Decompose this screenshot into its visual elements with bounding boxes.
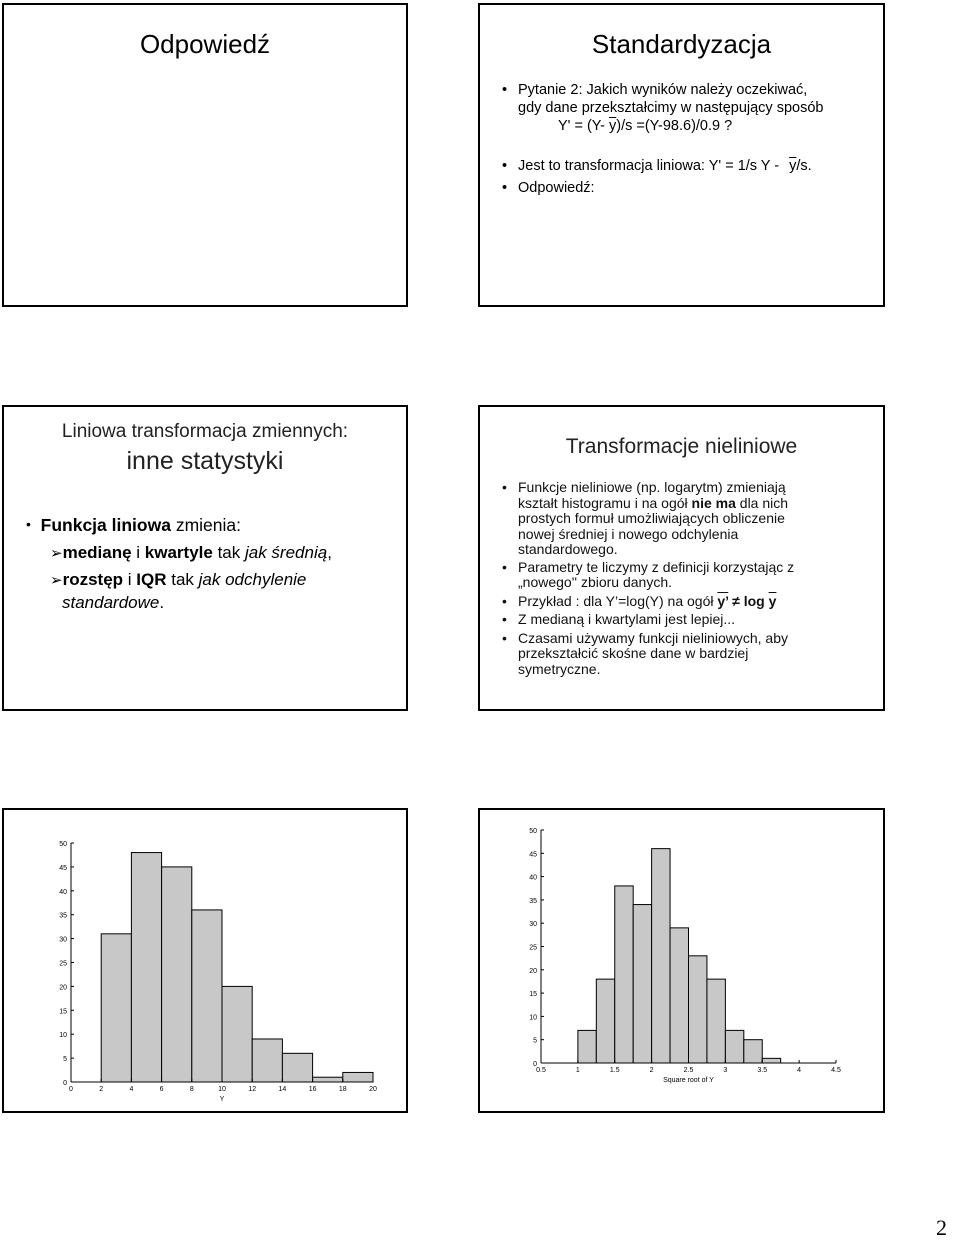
histogram-bar	[222, 986, 252, 1082]
histogram-bar	[282, 1053, 312, 1082]
slide-title: Transformacje nieliniowe	[565, 435, 798, 458]
x-tick-label: 4	[797, 1067, 802, 1074]
x-tick-label: 10	[218, 1086, 226, 1093]
list-item: • Z medianą i kwartylami jest lepiej...	[502, 612, 880, 628]
histogram-bar	[192, 910, 222, 1082]
y-tick-label: 15	[529, 991, 537, 999]
histogram-bar	[313, 1077, 343, 1082]
y-tick-label: 25	[59, 960, 67, 968]
slide-standardyzacja	[478, 3, 885, 307]
list-item: • Odpowiedź:	[502, 179, 877, 197]
sub-bullet-1: ➢medianę i kwartyle tak jak średnią,	[50, 543, 332, 562]
arrow-icon: ➢	[50, 545, 63, 562]
x-tick-label: 12	[248, 1086, 257, 1093]
y-tick-label: 35	[529, 897, 537, 905]
y-tick-label: 25	[529, 944, 537, 952]
x-tick-label: 0.5	[536, 1067, 546, 1074]
histogram-bar	[670, 928, 688, 1063]
x-tick-label: 18	[338, 1086, 347, 1093]
y-tick-label: 10	[59, 1032, 67, 1040]
histogram-bar	[131, 853, 161, 1082]
list-item: • Jest to transformacja liniowa: Y' = 1/s Y - $\overline{y}/s$.	[502, 157, 877, 175]
arrow-icon: ➢	[50, 572, 63, 589]
bullet-main: • Funkcja liniowa zmienia:	[26, 515, 241, 535]
y-tick-label: 5	[533, 1037, 537, 1045]
histogram-bar	[596, 979, 614, 1063]
histogram-bar	[689, 956, 707, 1063]
x-tick-label: 1	[575, 1067, 580, 1074]
x-tick-label: 1.5	[609, 1067, 620, 1074]
y-tick-label: 45	[59, 864, 67, 872]
list-item: • Pytanie 2: Jakich wyników należy oczekiwać, gdy dane przekształcimy w następujący sposób Y' = (Y- $\overline{y})/s =(Y-98.6)/0.9$ ?	[502, 81, 877, 135]
slide-histogram-y	[2, 808, 408, 1113]
x-tick-label: 6	[159, 1086, 164, 1093]
list-item: • Parametry te liczymy z definicji korzystając z „nowego'' zbioru danych.	[502, 560, 880, 591]
x-tick-label: 2	[99, 1086, 104, 1093]
x-tick-label: 20	[369, 1086, 377, 1093]
bullet-list	[502, 81, 877, 197]
histogram-bar	[707, 979, 725, 1063]
y-tick-label: 50	[59, 841, 67, 848]
histogram-bar	[633, 905, 651, 1063]
histogram-bar	[762, 1058, 780, 1063]
x-tick-label: 16	[308, 1086, 317, 1093]
slide-histogram-sqrt-y	[478, 808, 885, 1113]
histogram-bar	[725, 1030, 743, 1063]
slide-odpowiedz	[2, 3, 408, 307]
histogram-bar	[343, 1072, 373, 1082]
bullet-list	[502, 480, 880, 677]
slide-title: Liniowa transformacja zmiennych:	[61, 421, 349, 442]
slide-title: Standardyzacja	[591, 29, 772, 59]
y-tick-label: 30	[59, 936, 67, 944]
x-tick-label: 2	[649, 1067, 654, 1074]
y-tick-label: 10	[529, 1014, 537, 1022]
x-tick-label: 4	[129, 1086, 134, 1093]
y-tick-label: 5	[63, 1056, 67, 1064]
y-tick-label: 40	[529, 874, 537, 882]
y-tick-label: 20	[59, 984, 67, 992]
y-tick-label: 30	[529, 921, 537, 929]
slide-liniowa-transformacja	[2, 405, 408, 711]
histogram-bar	[252, 1039, 282, 1082]
sub-bullet-2: ➢rozstęp i IQR tak jak odchylenie standardowe.	[50, 570, 307, 612]
x-tick-label: 0	[69, 1086, 73, 1093]
y-tick-label: 40	[59, 888, 67, 896]
list-item: • Przykład : dla Y’=log(Y) na ogół y’ ≠ $\log \overline{y}$	[502, 594, 880, 610]
x-tick-label: 2.5	[683, 1067, 694, 1074]
slide-subtitle: inne statystyki	[126, 447, 284, 475]
y-tick-label: 45	[529, 851, 537, 859]
slide-title: Odpowiedź	[139, 29, 271, 59]
histogram-sqrt-y-chart	[480, 810, 883, 1111]
y-tick-label: 0	[533, 1061, 537, 1068]
list-item: • Funkcje nieliniowe (np. logarytm) zmieniają kształt histogramu i na ogół nie ma dla nich prostych formuł umożliwiających obliczenie nowej średniej i nowego odchylenia standardowego.	[502, 480, 880, 558]
histogram-bar	[615, 886, 633, 1063]
y-tick-label: 0	[63, 1080, 67, 1087]
y-tick-label: 50	[529, 828, 537, 835]
x-tick-label: 4.5	[831, 1067, 841, 1074]
x-tick-label: 3	[723, 1067, 728, 1074]
slide-transformacje-nieliniowe	[478, 405, 885, 711]
histogram-bar	[162, 867, 192, 1082]
histogram-bar	[652, 849, 670, 1063]
y-tick-label: 35	[59, 912, 67, 920]
histogram-bar	[578, 1030, 596, 1063]
histogram-bar	[101, 934, 131, 1082]
list-item: • Czasami używamy funkcji nieliniowych, aby przekształcić skośne dane w bardziej symetryczne.	[502, 631, 880, 678]
page-number: 2	[936, 1215, 947, 1240]
y-tick-label: 15	[59, 1008, 67, 1016]
x-axis-label: Square root of Y	[663, 1077, 714, 1084]
x-tick-label: 8	[189, 1086, 194, 1093]
x-tick-label: 14	[278, 1086, 287, 1093]
y-tick-label: 20	[529, 967, 537, 975]
x-axis-label: Y	[219, 1096, 225, 1103]
histogram-y-chart	[4, 810, 406, 1111]
x-tick-label: 3.5	[757, 1067, 768, 1074]
histogram-bar	[744, 1040, 762, 1063]
